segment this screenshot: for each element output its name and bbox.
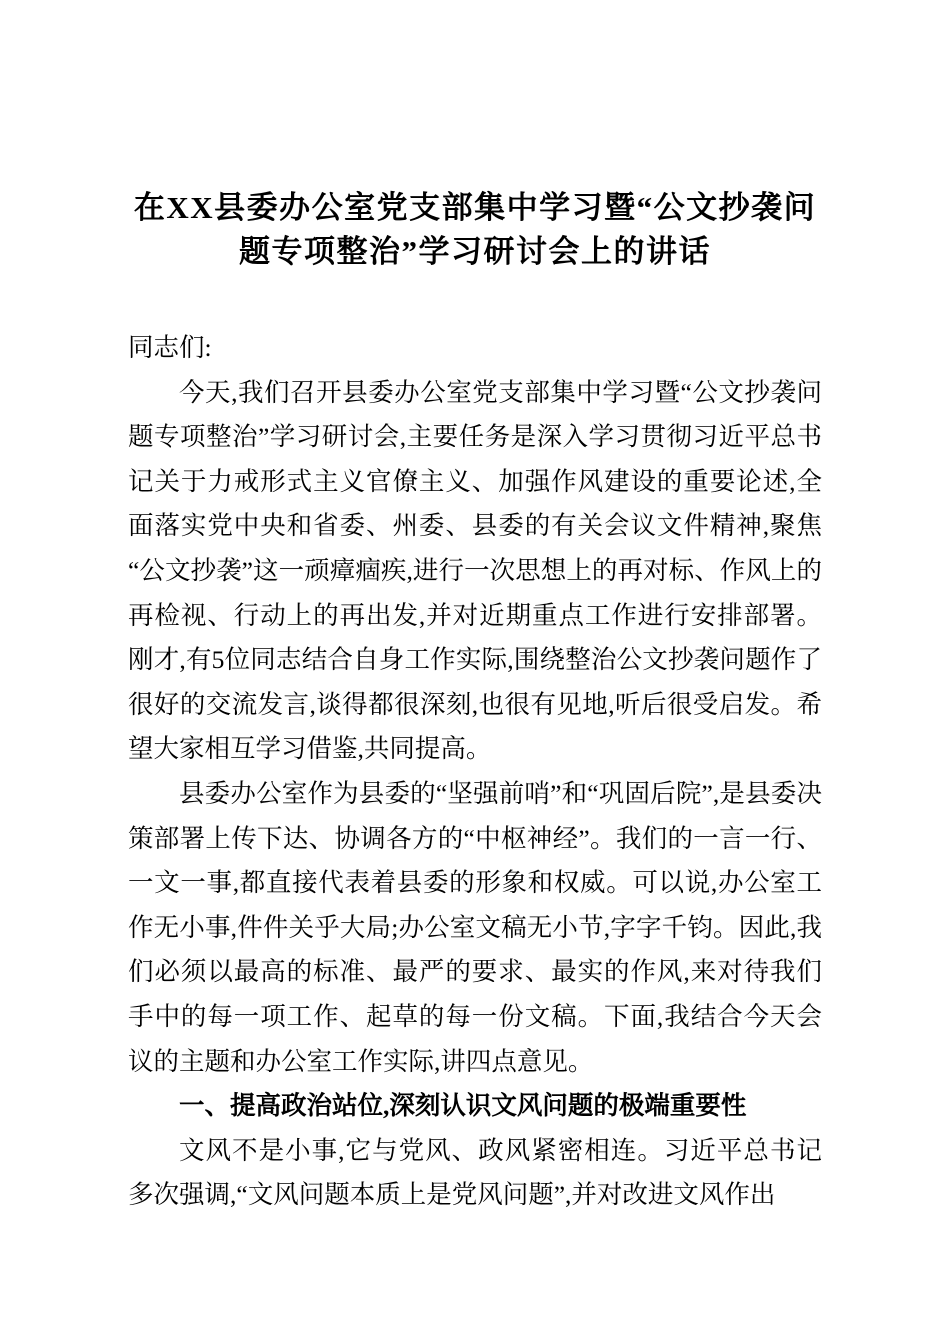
document-title-line-1: 在XX县委办公室党支部集中学习暨“公文抄袭问 [133,190,817,225]
document-title-line-2: 题专项整治”学习研讨会上的讲话 [239,234,711,269]
document-title [128,186,822,274]
document-content [128,186,822,1218]
document-body [128,326,822,1218]
paragraph-opening: 今天,我们召开县委办公室党支部集中学习暨“公文抄袭问题专项整治”学习研讨会,主要任务是深入学习贯彻习近平总书记关于力戒形式主义官僚主义、加强作风建设的重要论述,全面落实党中央和省委、州委、县委的有关会议文件精神,聚焦“公文抄袭”这一顽瘴痼疾,进行一次思想上的再对标、作风上的再检视、行动上的再出发,并对近期重点工作进行安排部署。刚才,有5位同志结合自身工作实际,围绕整治公文抄袭问题作了很好的交流发言,谈得都很深刻,也很有见地,听后很受启发。希望大家相互学习借鉴,共同提高。 [128,377,822,764]
paragraph-wenfeng: 文风不是小事,它与党风、政风紧密相连。习近平总书记多次强调,“文风问题本质上是党风问题”,并对改进文风作出 [128,1135,822,1210]
salutation: 同志们: [128,333,212,362]
section-heading-1: 一、提高政治站位,深刻认识文风问题的极端重要性 [179,1091,747,1121]
paragraph-office-role: 县委办公室作为县委的“坚强前哨”和“巩固后院”,是县委决策部署上传下达、协调各方的“中枢神经”。我们的一言一行、一文一事,都直接代表着县委的形象和权威。可以说,办公室工作无小事,件件关乎大局;办公室文稿无小节,字字千钧。因此,我们必须以最高的标准、最严的要求、最实的作风,来对待我们手中的每一项工作、起草的每一份文稿。下面,我结合今天会议的主题和办公室工作实际,讲四点意见。 [128,778,822,1076]
